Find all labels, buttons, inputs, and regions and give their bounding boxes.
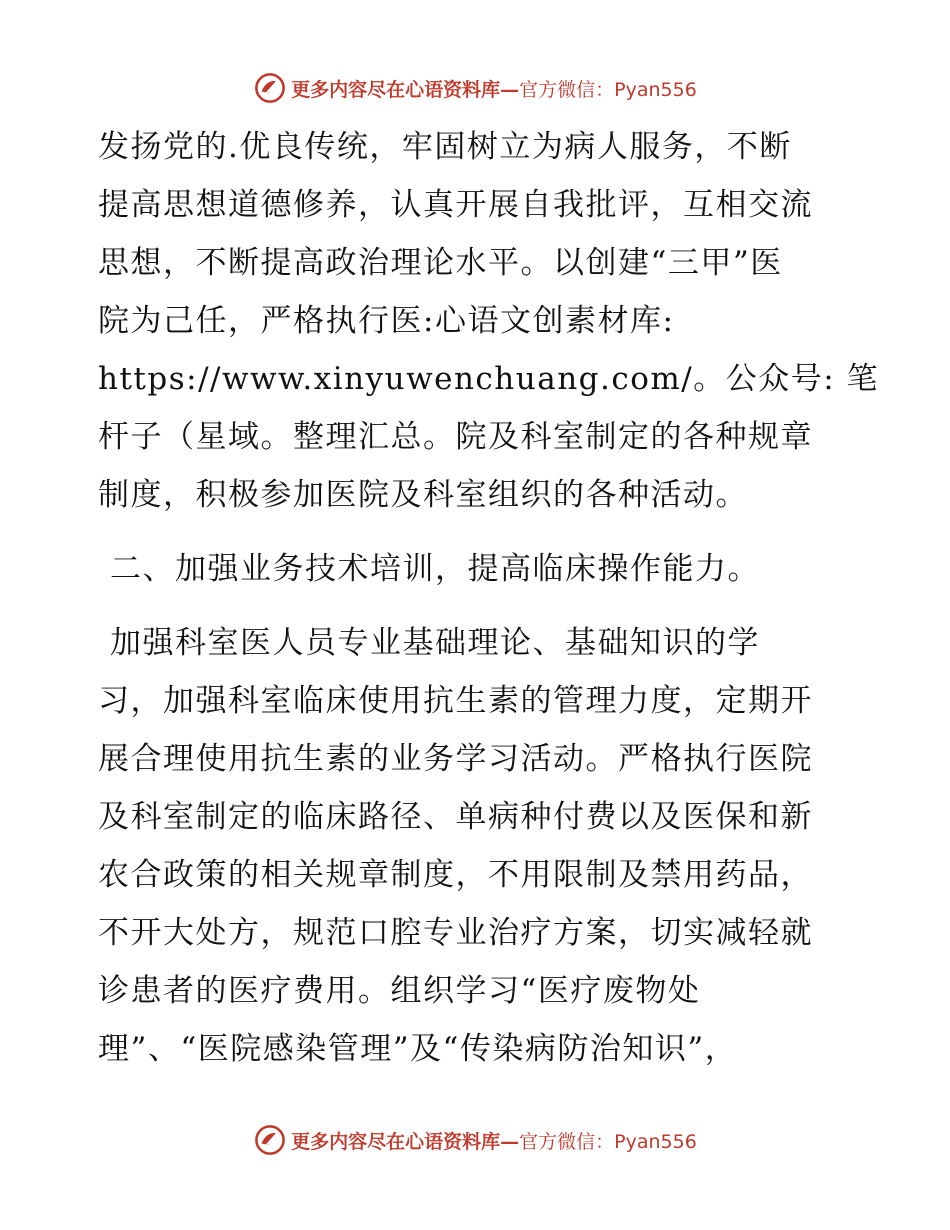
text-line: 提高思想道德修养，认真开展自我批评，互相交流 bbox=[98, 187, 813, 223]
logo-icon bbox=[253, 1123, 287, 1157]
text-line: 理”、“医院感染管理”及“传染病防治知识”， bbox=[98, 1031, 738, 1067]
text-line: 不开大处方，规范口腔专业治疗方案，切实减轻就 bbox=[98, 915, 813, 951]
banner-sub-text: 官方微信：Pyan556 bbox=[519, 1130, 697, 1153]
footer-banner bbox=[0, 1120, 950, 1160]
text-line: 诊患者的医疗费用。组织学习“医疗废物处 bbox=[98, 973, 701, 1009]
section-heading: 二、加强业务技术培训，提高临床操作能力。 bbox=[110, 551, 760, 587]
text-line: 习，加强科室临床使用抗生素的管理力度，定期开 bbox=[98, 683, 813, 719]
paragraph-2 bbox=[98, 614, 858, 1078]
text-line: 加强科室医人员专业基础理论、基础知识的学 bbox=[110, 625, 760, 661]
text-line: 院为己任，严格执行医:心语文创素材库: bbox=[98, 303, 675, 339]
logo-icon bbox=[253, 71, 287, 105]
banner-main-text: 更多内容尽在心语资料库— bbox=[291, 78, 520, 101]
text-line: 农合政策的相关规章制度，不用限制及禁用药品， bbox=[98, 857, 813, 893]
banner-sub-text: 官方微信：Pyan556 bbox=[519, 78, 697, 101]
document-body bbox=[98, 118, 880, 1078]
text-line: 展合理使用抗生素的业务学习活动。严格执行医院 bbox=[98, 741, 813, 777]
text-line: https://www.xinyuwenchuang.com/。公众号: 笔 bbox=[98, 361, 880, 397]
banner-main-text: 更多内容尽在心语资料库— bbox=[291, 1130, 520, 1153]
text-line: 及科室制定的临床路径、单病种付费以及医保和新 bbox=[98, 799, 813, 835]
text-line: 发扬党的.优良传统，牢固树立为病人服务，不断 bbox=[98, 129, 792, 165]
paragraph-1 bbox=[98, 118, 880, 524]
text-line: 思想，不断提高政治理论水平。以创建“三甲”医 bbox=[98, 245, 783, 281]
header-banner bbox=[0, 68, 950, 108]
text-line: 制度，积极参加医院及科室组织的各种活动。 bbox=[98, 477, 748, 513]
text-line: 杆子（星域。整理汇总。院及科室制定的各种规章 bbox=[98, 419, 813, 455]
